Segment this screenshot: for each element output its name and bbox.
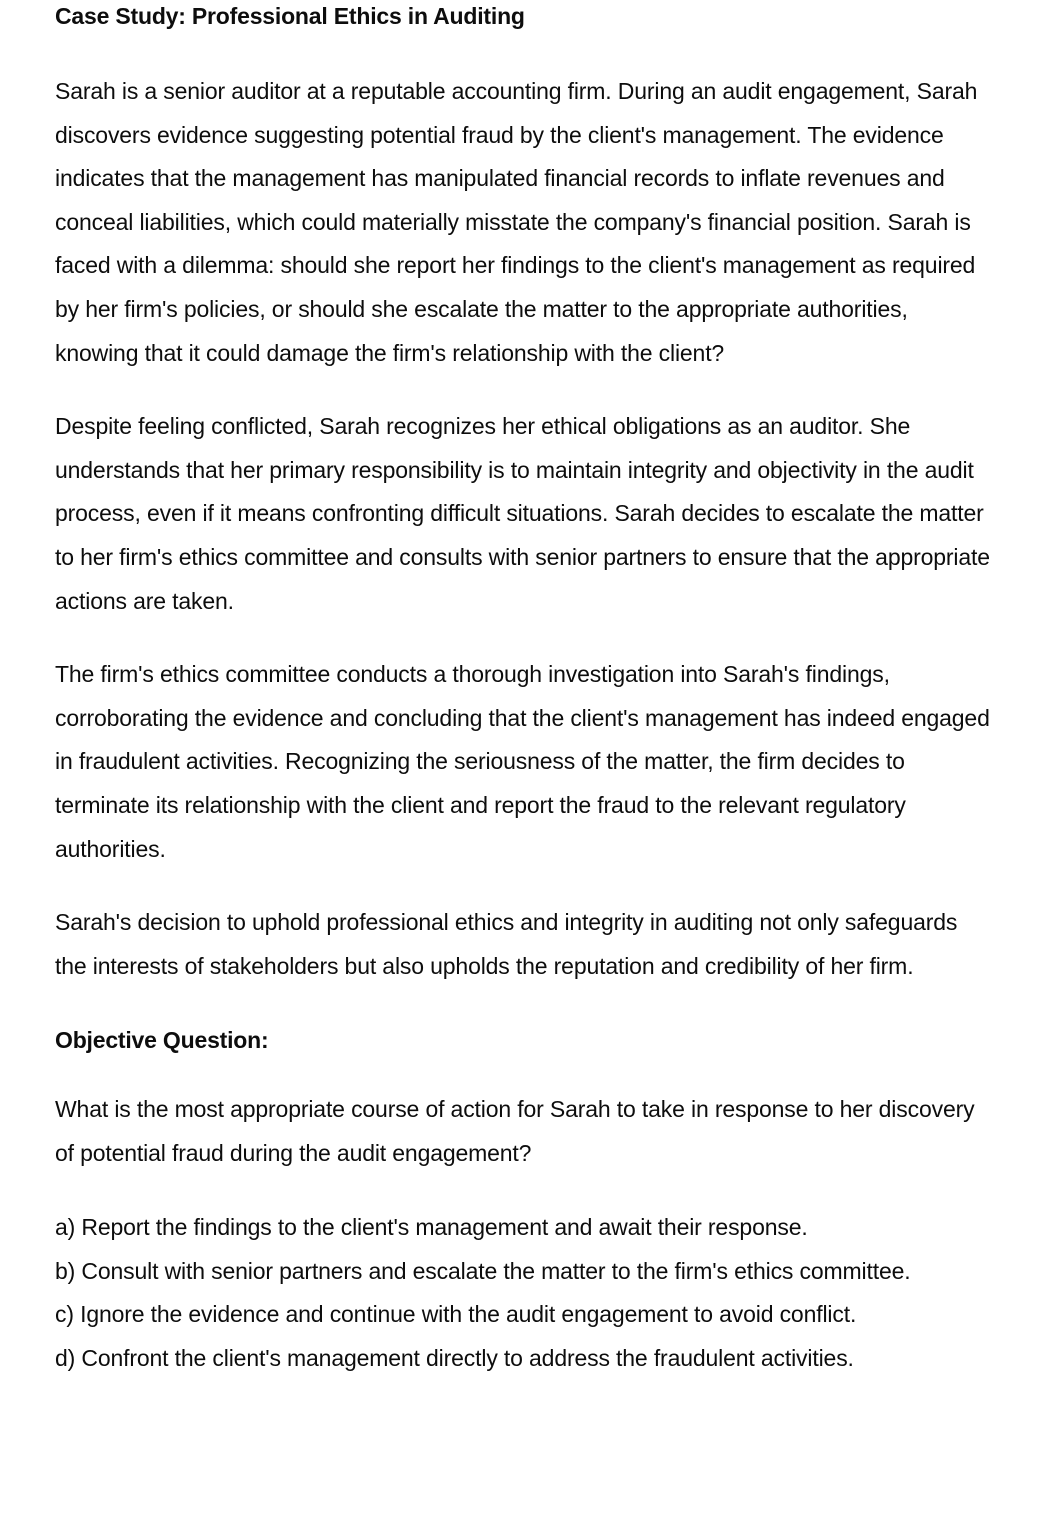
question-text: What is the most appropriate course of action for Sarah to take in response to her discovery of potential fraud during the audit engagement? [55,1096,975,1166]
answer-option-d: d) Confront the client's management directly to address the fraudulent activities. [55,1344,854,1371]
paragraph-conclusion: Sarah's decision to uphold professional ethics and integrity in auditing not only safeguards the interests of stakeholders but also upholds the reputation and credibility of her firm. [55,909,958,979]
paragraph-scenario: Sarah is a senior auditor at a reputable accounting firm. During an audit engagement, Sarah discovers evidence suggesting potential fraud by the client's management. The evidence indicates that the management has manipulated financial records to inflate revenues and conceal liabilities, which could materially misstate the company's financial position. Sarah is faced with a dilemma: should she report her findings to the client's management as required by her firm's policies, or should she escalate the matter to the appropriate authorities, knowing that it could damage the firm's relationship with the client? [55,78,978,366]
answer-options-list [55,1206,993,1380]
answer-option-a: a) Report the findings to the client's management and await their response. [55,1214,808,1241]
case-study-title: Case Study: Professional Ethics in Auditing [55,3,525,29]
answer-option-c: c) Ignore the evidence and continue with the audit engagement to avoid conflict. [55,1301,857,1328]
paragraph-investigation: The firm's ethics committee conducts a thorough investigation into Sarah's findings, corroborating the evidence and concluding that the client's management has indeed engaged in fraudulent activities. Recognizing the seriousness of the matter, the firm decides to terminate its relationship with the client and report the fraud to the relevant regulatory authorities. [55,661,990,862]
answer-option-b: b) Consult with senior partners and escalate the matter to the firm's ethics committee. [55,1257,911,1284]
paragraph-decision: Despite feeling conflicted, Sarah recognizes her ethical obligations as an auditor. She understands that her primary responsibility is to maintain integrity and objectivity in the audit process, even if it means confronting difficult situations. Sarah decides to escalate the matter to her firm's ethics committee and consults with senior partners to ensure that the appropriate actions are taken. [55,413,990,614]
objective-question-heading: Objective Question: [55,1027,269,1054]
